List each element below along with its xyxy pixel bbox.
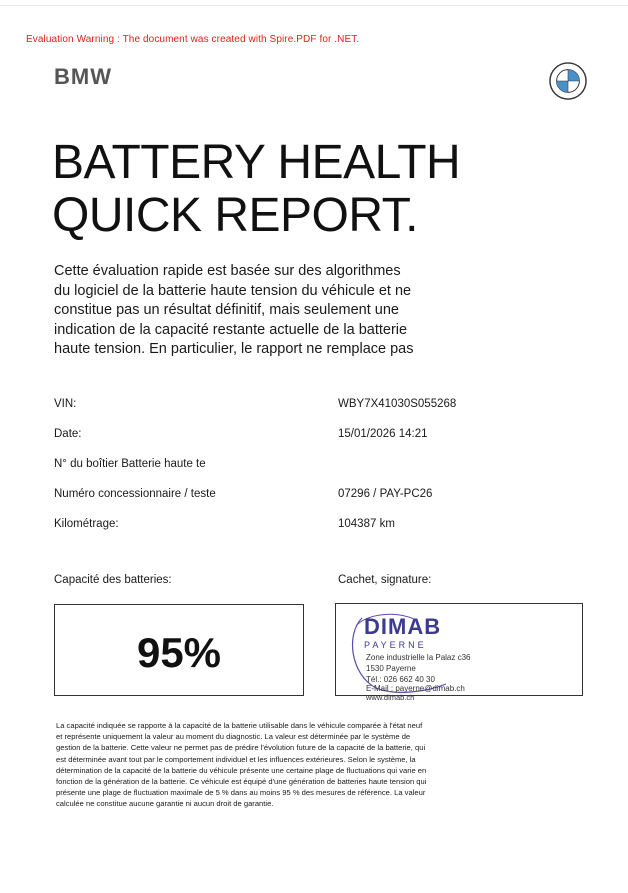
field-value: WBY7X41030S055268 [338,398,457,410]
stamp-website: www.dimab.ch [366,693,415,702]
field-label: Numéro concessionnaire / teste [54,488,216,500]
capacity-label: Capacité des batteries: [54,574,172,586]
cachet-label: Cachet, signature: [338,574,432,586]
disclaimer-text: La capacité indiquée se rapporte à la capacité de la batterie utilisable dans le véhicule comparée à l'état neuf et représente uniquement la valeur au moment du diagnostic. La valeur est déterminée par le système de gestion de la batterie. Cette valeur ne permet pas de prédire l'évolution future de la capacité de la batterie, qui est déterminée avant tout par le comportement individuel et les influences extérieures. Selon le système, la détermination de la capacité de la batterie du véhicule présente une certaine plage de fluctuations qui varie en fonction de la génération de la batterie. Ce véhicule est équipé d'une génération de batteries haute tension qui présente une plage de fluctuation maximale de 5 % dans au moins 95 % des mesures de référence. La valeur calculée ne constitue aucune garantie ni aucun droit de garantie. [56,721,427,809]
stamp-city: PAYERNE [364,640,427,650]
stamp-company-name: DIMAB [364,614,442,639]
stamp-phone: Tél.: 026 662 40 30 [366,675,435,684]
report-title [52,136,460,242]
stamp-email: E-Mail : payerne@dimab.ch [366,684,465,693]
capacity-box [54,604,304,696]
report-title-line-1: BATTERY HEALTH [52,136,461,189]
field-value: 104387 km [338,518,395,530]
capacity-value: 95% [136,629,222,676]
field-label: Date: [54,428,82,440]
field-label: VIN: [54,398,77,410]
field-label: Kilométrage: [54,518,119,530]
stamp-postcode: 1530 Payerne [366,664,416,673]
field-label: N° du boîtier Batterie haute te [54,458,206,470]
brand-name: BMW [54,64,112,89]
report-title-line-2: QUICK REPORT. [52,189,419,242]
intro-paragraph: Cette évaluation rapide est basée sur des algorithmes du logiciel de la batterie haute tension du véhicule et ne constitue pas un résultat définitif, mais seulement une indication de la capacité restante actuelle de la batterie haute tension. En particulier, le rapport ne remplace pas [54,263,414,357]
field-value: 07296 / PAY-PC26 [338,488,433,500]
field-value: 15/01/2026 14:21 [338,428,428,440]
stamp-address: Zone industrielle la Palaz c36 [366,653,471,662]
signature-box [335,603,583,702]
bmw-logo-icon [549,62,587,100]
page-top-border [0,0,628,6]
evaluation-warning: Evaluation Warning : The document was created with Spire.PDF for .NET. [26,34,360,45]
